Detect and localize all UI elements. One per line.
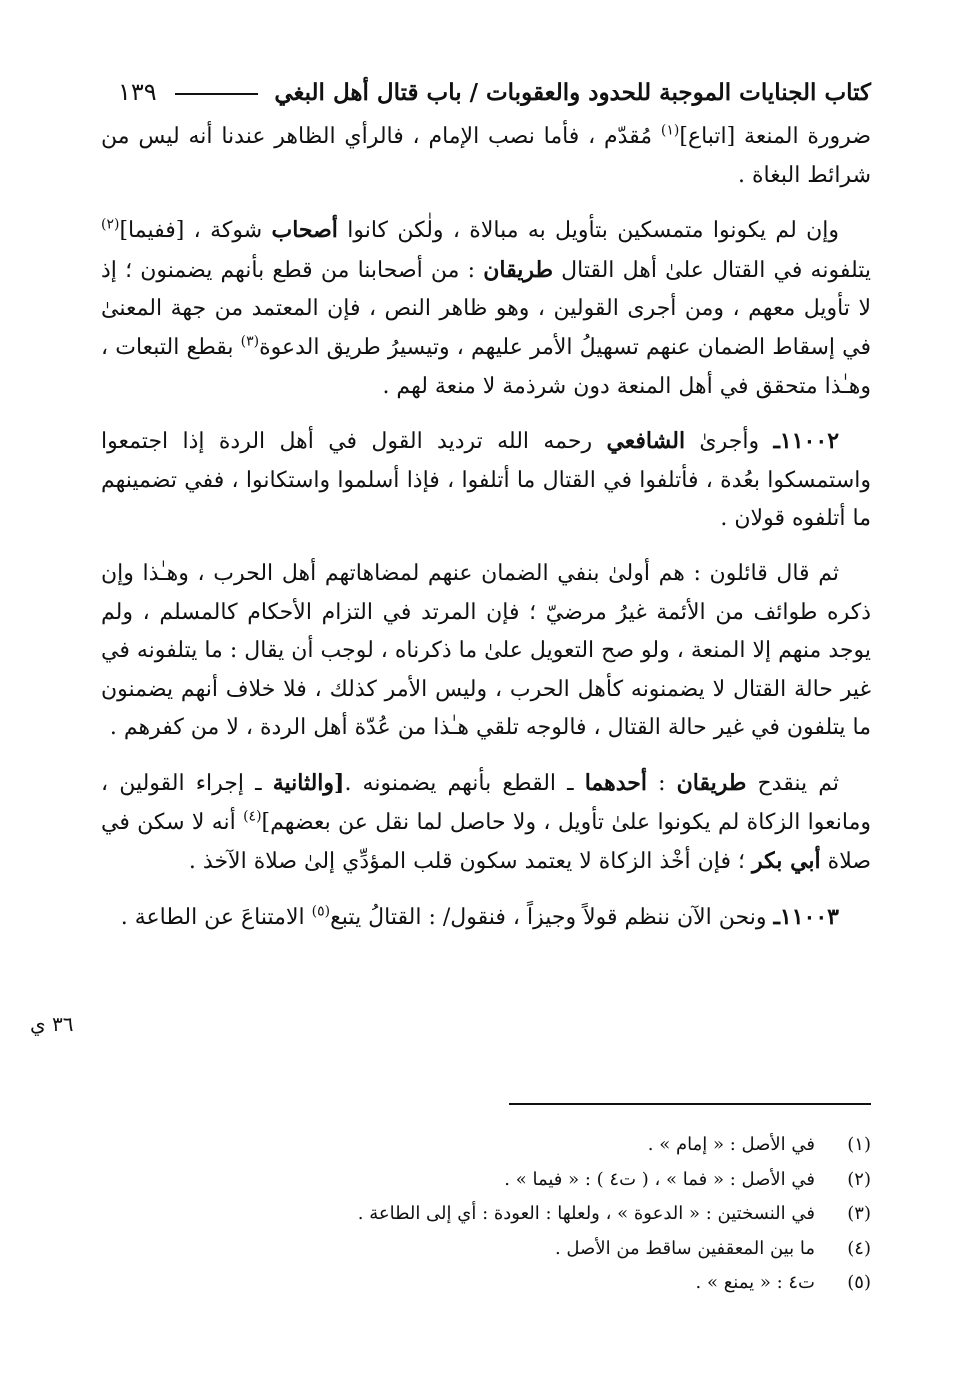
footnote	[101, 1232, 871, 1267]
footnote-number: (٥)	[847, 1272, 871, 1293]
text-run: ـ القطع بأنهم يضمنونه .	[344, 770, 585, 796]
text-run: وإن لم يكونوا متمسكين بتأويل به مبالاة ، ولٰكن كانوا	[337, 218, 839, 244]
text-run: ؛ فإن أخْذ الزكاة لا يعتمد سكون قلب المؤدِّي إلىٰ صلاة الآخذ .	[188, 849, 753, 875]
paragraph	[101, 764, 871, 882]
footnote	[101, 1163, 871, 1198]
text-run: ثم ينقدح	[746, 770, 839, 796]
text-run: ونحن الآن ننظم قولاً وجيزاً ، فنقول/ : القتالُ يتبع	[330, 904, 774, 930]
text-run: يتلفونه في القتال علىٰ أهل القتال	[552, 257, 871, 283]
footnote	[101, 1266, 871, 1301]
running-head	[118, 70, 871, 114]
footnote-separator	[509, 1103, 871, 1105]
text-run: : من أصحابنا من قطع بأنهم يضمنون ؛ إذ لا تأويل معهم ، ومن أجرى القولين ، وهو ظاهر النص ، فإن المعتمد من جهة المعنىٰ في إسقاط الضمان عنهم تسهيلُ الأمر عليهم ، وتيسيرُ طريق الدعوة	[101, 257, 871, 360]
footnote-marker: (٤)	[243, 808, 262, 825]
footnote-number: (٣)	[847, 1203, 871, 1224]
running-head-rule	[175, 93, 259, 95]
footnote-text: في الأصل : « فما » ، ( ت٤ ) : « فيما » .	[504, 1168, 815, 1190]
footnote-text: في النسختين : « الدعوة » ، ولعلها : العودة : أي إلى الطاعة .	[357, 1203, 815, 1224]
text-run: :	[646, 770, 677, 796]
footnote	[101, 1128, 871, 1163]
footnote-marker: (٥)	[311, 903, 331, 920]
page-number: ١٣٩	[118, 78, 157, 106]
footnote-number: (٤)	[847, 1237, 871, 1259]
footnote-number: (١)	[847, 1134, 871, 1155]
text-run: الامتناعَ عن الطاعة .	[120, 904, 312, 930]
bold-term: ١١٠٠٣ـ	[773, 903, 839, 930]
text-run: أنه لا سكن في صلاة	[101, 809, 871, 875]
footnote-marker: (٢)	[101, 216, 120, 233]
bold-term: الشافعي	[606, 428, 686, 455]
bold-term: أبي بكر	[752, 848, 821, 875]
footnote-marker: (١)	[660, 122, 680, 139]
paragraph	[101, 898, 871, 938]
footnote-text: ت٤ : « يمنع » .	[695, 1272, 815, 1293]
paragraph	[101, 118, 871, 195]
bold-term: [والثانية	[272, 769, 345, 796]
text-run: بقطع التبعات ، وهـٰذا متحقق في أهل المنعة دون شرذمة لا منعة لهم .	[101, 334, 871, 399]
text-run: رحمه الله ترديد القول في أهل الردة إذا اجتمعوا واستمسكوا بعُدة ، فأتلفوا في القتال ما أتلفوا ، فإذا أسلموا واستكانوا ، ففي تضمينهم ما أتلفوه قولان .	[101, 429, 871, 532]
paragraph	[101, 555, 871, 748]
footnote-text: ما بين المعقفين ساقط من الأصل .	[554, 1237, 815, 1259]
text-run: ضرورة المنعة [اتباع]	[679, 124, 871, 149]
bold-term: ١١٠٠٢ـ	[773, 428, 840, 455]
paragraph	[101, 422, 871, 539]
text-run: ثم قال قائلون : هم أولىٰ بنفي الضمان عنهم لمضاهاتهم أهل الحرب ، وهـٰذا وإن ذكره طوائف من الأئمة غيرُ مرضيّ ؛ فإن المرتد في التزام الأحكام كالمسلم ، ولم يوجد منهم إلا المنعة ، ولو صح التعويل علىٰ ما ذكرناه ، لوجب أن يقال : ما يتلفونه في غير حالة القتال لا يضمنونه كأهل الحرب ، وليس الأمر كذلك ، فلا خلاف أنهم يضمنون ما يتلفون في غير حالة القتال ، فالوجه تلقي هـٰذا من عُدّة أهل الردة ، لا من كفرهم .	[101, 560, 871, 741]
running-head-title: كتاب الجنايات الموجبة للحدود والعقوبات / باب قتال أهل البغي	[274, 78, 871, 106]
bold-term: طريقان	[483, 256, 553, 283]
text-run: ـ إجراء القولين ، ومانعوا الزكاة لم يكونوا علىٰ تأويل ، ولا حاصل لما نقل عن بعضهم]	[101, 770, 871, 835]
body-text	[101, 118, 871, 953]
footnote	[101, 1197, 871, 1232]
footnote-marker: (٣)	[240, 333, 260, 350]
bold-term: أحدهما	[584, 769, 647, 796]
bold-term: أصحاب	[271, 217, 338, 244]
footnote-text: في الأصل : « إمام » .	[647, 1134, 815, 1155]
footnotes	[101, 1128, 871, 1301]
text-run: شوكة ، [ففيما]	[119, 218, 272, 244]
paragraph	[101, 211, 871, 406]
text-run: وأجرىٰ	[685, 429, 774, 455]
text-run: مُقدّم ، فأما نصب الإمام ، فالرأي الظاهر عندنا أنه ليس من شرائط البغاة .	[101, 124, 871, 188]
bold-term: طريقان	[676, 769, 747, 796]
margin-note: ٣٦ ي	[30, 1012, 74, 1036]
footnote-number: (٢)	[847, 1168, 871, 1190]
